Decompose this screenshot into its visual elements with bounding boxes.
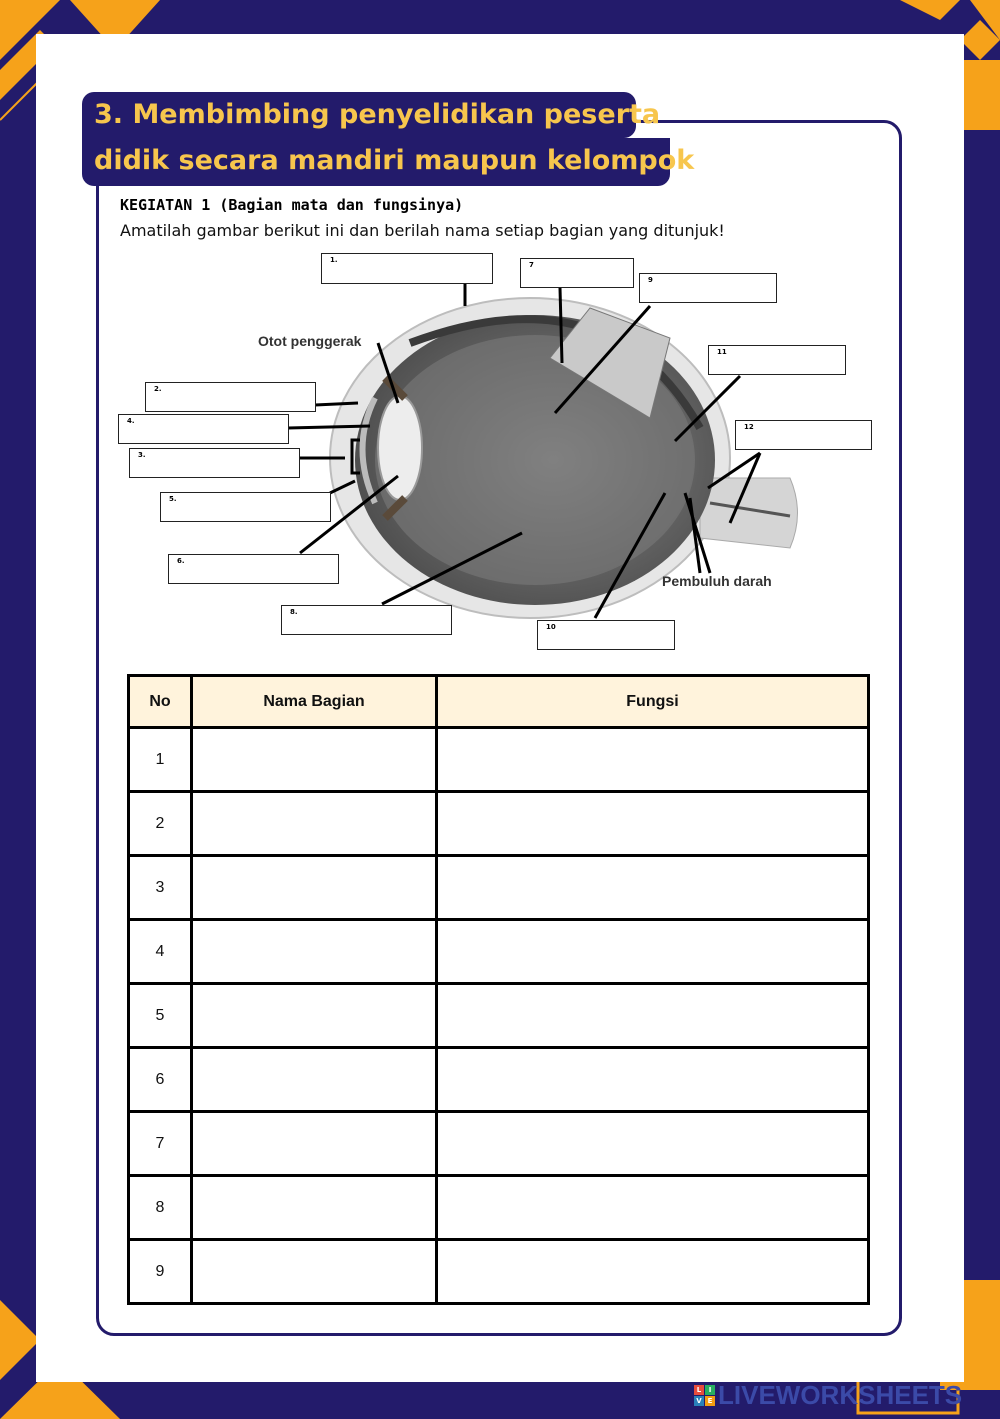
fungsi-cell[interactable] (437, 984, 869, 1048)
label-box-2[interactable]: 2. (145, 382, 316, 412)
table-row (129, 792, 869, 856)
nama-bagian-cell[interactable] (192, 856, 437, 920)
label-box-1[interactable]: 1. (321, 253, 493, 284)
table-row (129, 1112, 869, 1176)
liveworksheets-logo (694, 1379, 963, 1410)
row-number: 9 (129, 1240, 192, 1304)
logo-square-i: I (705, 1385, 715, 1395)
row-number: 2 (129, 792, 192, 856)
row-number: 4 (129, 920, 192, 984)
header-fungsi: Fungsi (437, 676, 869, 728)
nama-bagian-cell[interactable] (192, 728, 437, 792)
nama-bagian-cell[interactable] (192, 1176, 437, 1240)
row-number: 8 (129, 1176, 192, 1240)
label-box-11[interactable]: 11 (708, 345, 846, 375)
fungsi-cell[interactable] (437, 1048, 869, 1112)
row-number: 3 (129, 856, 192, 920)
table-row (129, 984, 869, 1048)
label-box-3[interactable]: 3. (129, 448, 300, 478)
label-box-6[interactable]: 6. (168, 554, 339, 584)
label-box-5[interactable]: 5. (160, 492, 331, 522)
logo-square-v: V (694, 1396, 704, 1406)
logo-square-e: E (705, 1396, 715, 1406)
caption-pembuluh-darah: Pembuluh darah (662, 573, 772, 589)
nama-bagian-cell[interactable] (192, 792, 437, 856)
table-row (129, 728, 869, 792)
nama-bagian-cell[interactable] (192, 984, 437, 1048)
label-box-7[interactable]: 7 (520, 258, 634, 288)
section-title-line-2: didik secara mandiri maupun kelompok (82, 138, 670, 186)
fungsi-cell[interactable] (437, 856, 869, 920)
label-box-12[interactable]: 12 (735, 420, 872, 450)
watermark-text: LIVEWORKSHEETS (718, 1379, 963, 1410)
caption-otot-penggerak: Otot penggerak (258, 333, 362, 349)
nama-bagian-cell[interactable] (192, 1240, 437, 1304)
label-box-9[interactable]: 9 (639, 273, 777, 303)
activity-heading: KEGIATAN 1 (Bagian mata dan fungsinya) (120, 196, 464, 214)
logo-squares (694, 1385, 715, 1406)
header-nama-bagian: Nama Bagian (192, 676, 437, 728)
table-row (129, 1048, 869, 1112)
fungsi-cell[interactable] (437, 1112, 869, 1176)
header-no: No (129, 676, 192, 728)
table-body (129, 728, 869, 1304)
table-row (129, 1240, 869, 1304)
answers-table (127, 674, 870, 1305)
row-number: 7 (129, 1112, 192, 1176)
section-title (82, 92, 695, 190)
fungsi-cell[interactable] (437, 728, 869, 792)
label-box-10[interactable]: 10 (537, 620, 675, 650)
table-row (129, 920, 869, 984)
logo-square-l: L (694, 1385, 704, 1395)
fungsi-cell[interactable] (437, 792, 869, 856)
fungsi-cell[interactable] (437, 1176, 869, 1240)
fungsi-cell[interactable] (437, 1240, 869, 1304)
eye-diagram (110, 248, 890, 658)
row-number: 1 (129, 728, 192, 792)
nama-bagian-cell[interactable] (192, 1048, 437, 1112)
label-box-8[interactable]: 8. (281, 605, 452, 635)
row-number: 5 (129, 984, 192, 1048)
nama-bagian-cell[interactable] (192, 920, 437, 984)
table-header-row (129, 676, 869, 728)
section-title-line-1: 3. Membimbing penyelidikan peserta (82, 92, 636, 138)
fungsi-cell[interactable] (437, 920, 869, 984)
table-row (129, 1176, 869, 1240)
label-box-4[interactable]: 4. (118, 414, 289, 444)
activity-instruction: Amatilah gambar berikut ini dan berilah nama setiap bagian yang ditunjuk! (120, 221, 725, 240)
row-number: 6 (129, 1048, 192, 1112)
table-row (129, 856, 869, 920)
nama-bagian-cell[interactable] (192, 1112, 437, 1176)
